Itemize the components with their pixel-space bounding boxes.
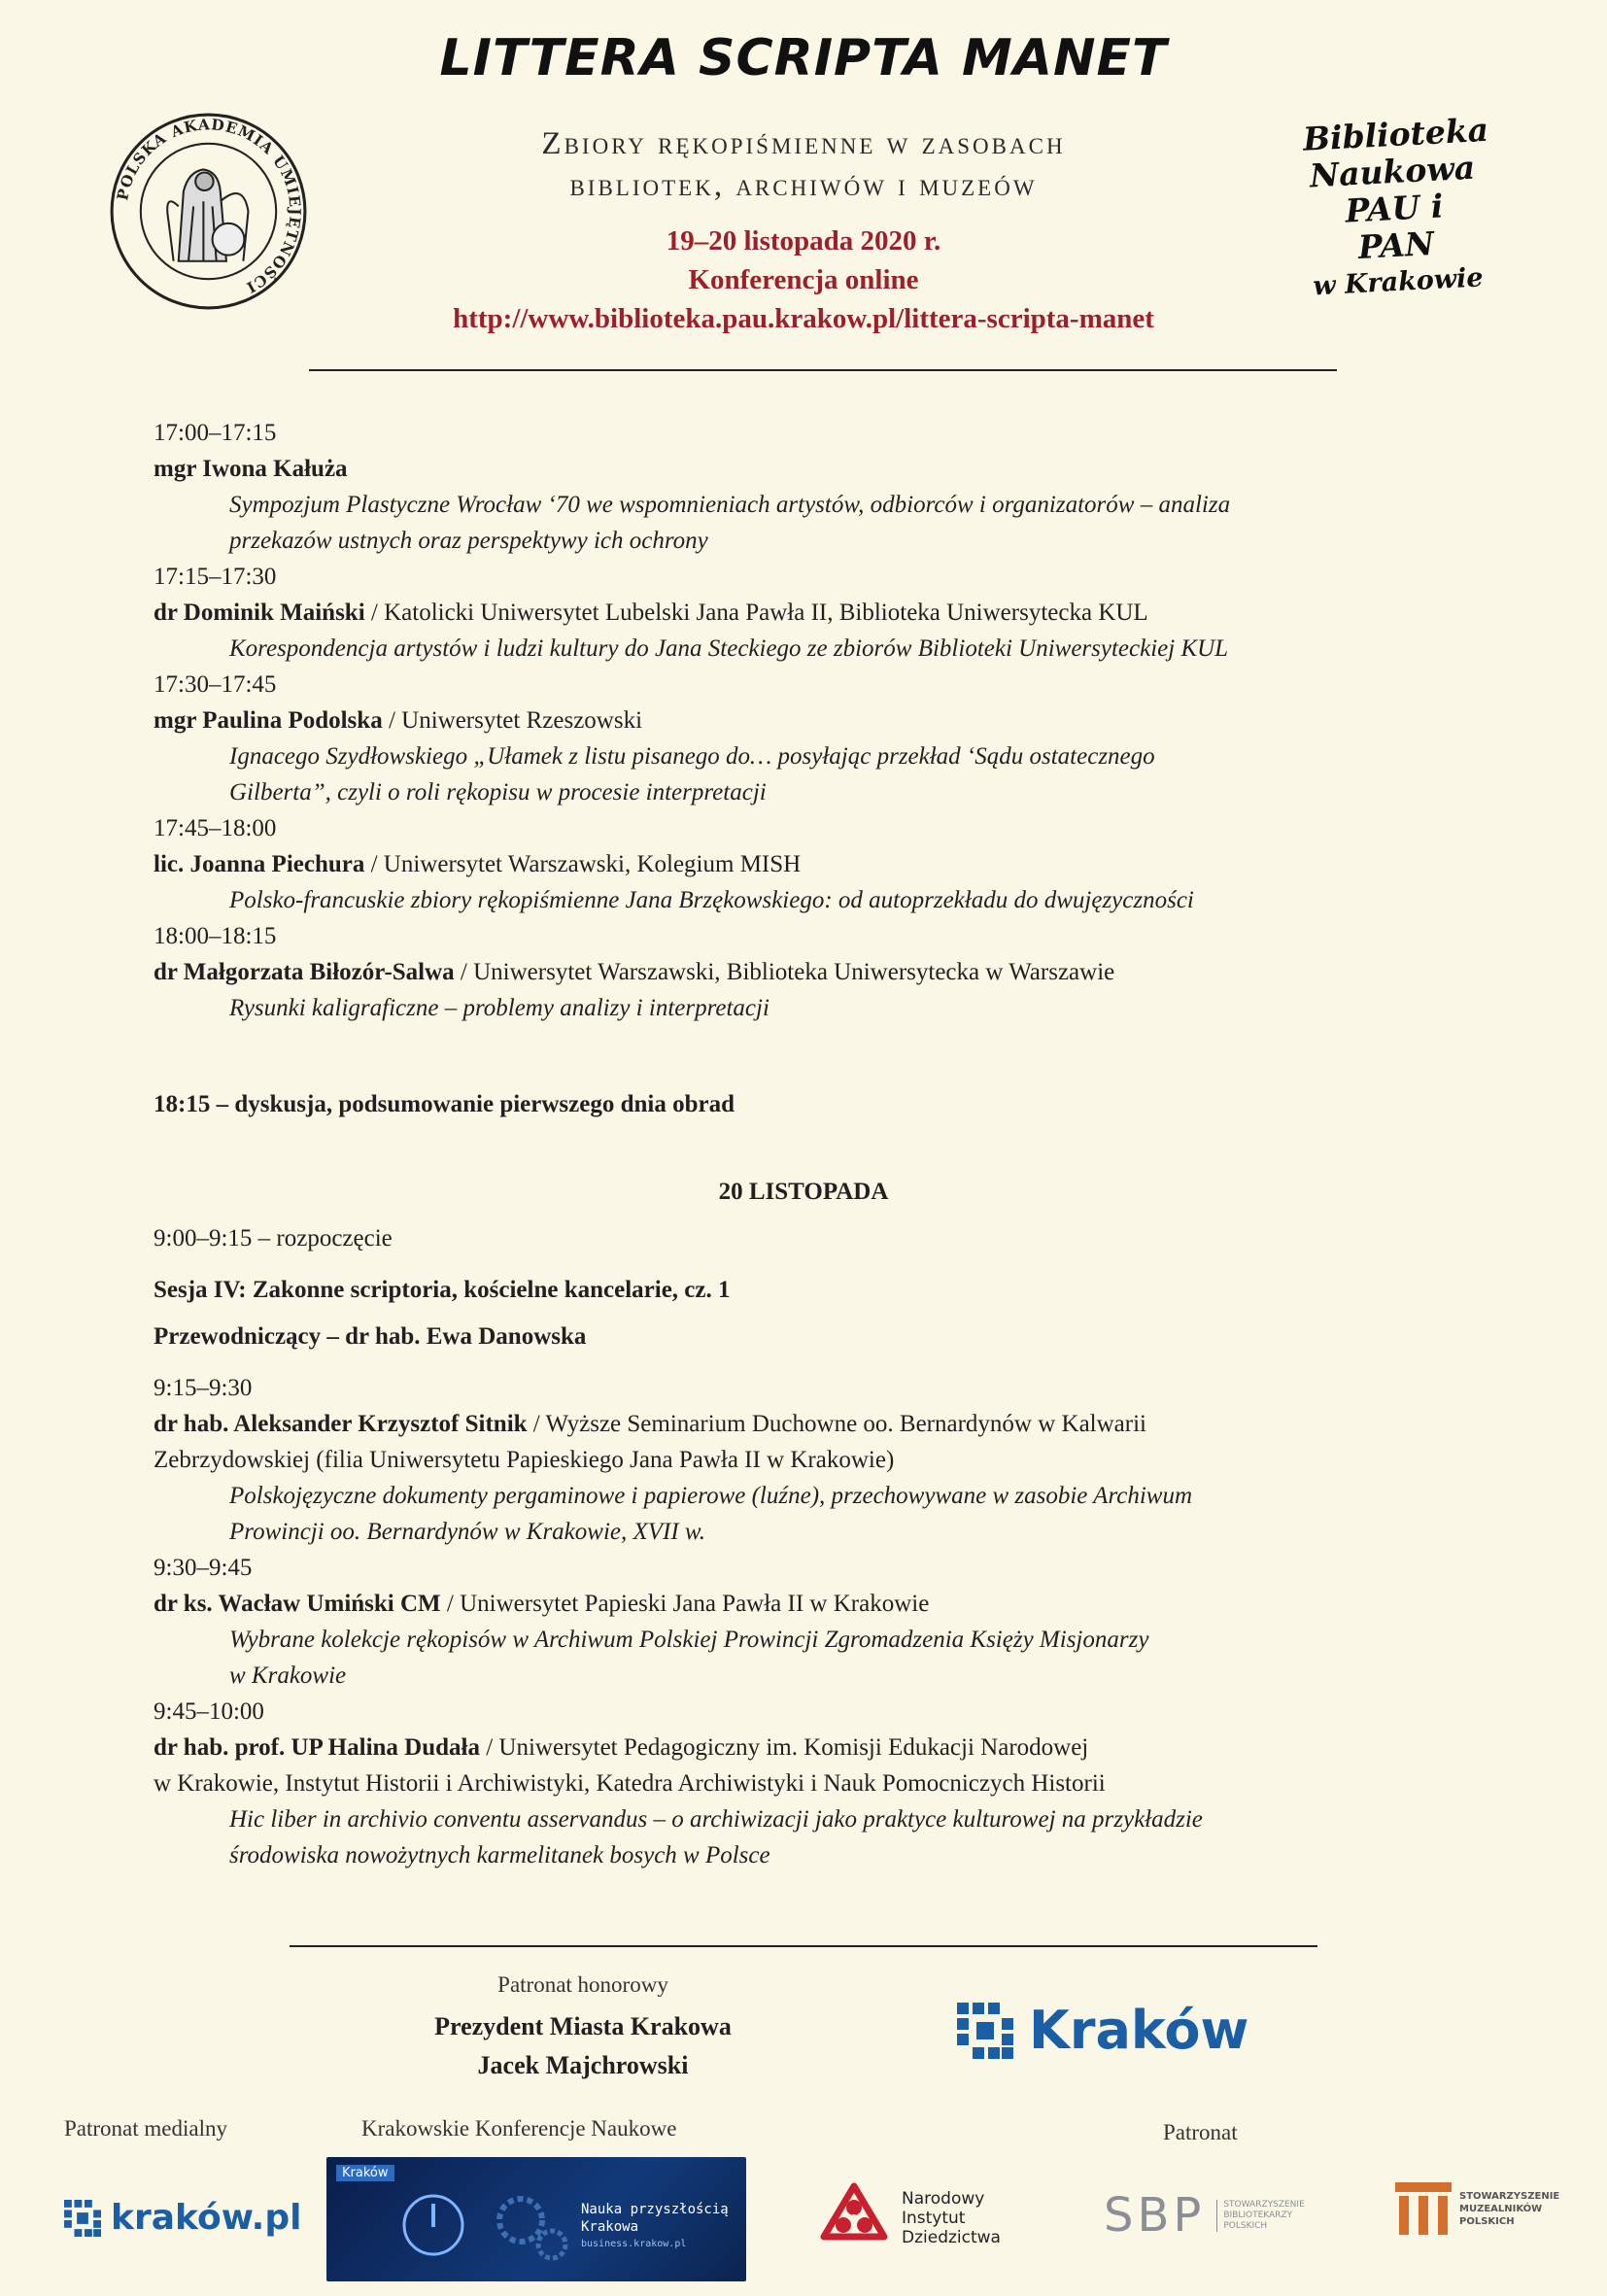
krakow-city-logo <box>957 2000 1248 2061</box>
talk-title: Prowincji oo. Bernardynów w Krakowie, XVII w. <box>229 1519 706 1545</box>
media-patronage-label: Patronat medialny <box>64 2116 227 2141</box>
talk-title: Korespondencja artystów i ludzi kultury do Jana Steckiego ze zbiorów Biblioteki Uniwersyteckiej KUL <box>229 635 1229 662</box>
smp-logo-line: STOWARZYSZENIE <box>1459 2190 1560 2202</box>
talk-speaker: lic. Joanna Piechura <box>154 851 365 877</box>
sbp-logo-letters: SBP <box>1104 2188 1206 2243</box>
conference-dates: 19–20 listopada 2020 r. <box>666 225 941 257</box>
krakow-pl-logo <box>64 2198 301 2238</box>
talk-speaker: dr Małgorzata Biłozór-Salwa <box>154 959 455 985</box>
talk-title: Wybrane kolekcje rękopisów w Archiwum Polskiej Prowincji Zgromadzenia Księży Misjonarzy <box>229 1627 1149 1653</box>
day2-opening: 9:00–9:15 – rozpoczęcie <box>154 1225 393 1251</box>
honorary-patron-name: Jacek Majchrowski <box>477 2051 689 2079</box>
talk-title: przekazów ustnych oraz perspektywy ich ochrony <box>229 528 708 554</box>
talk-item <box>154 1550 1203 1694</box>
sbp-logo-text <box>1216 2200 1304 2232</box>
talk-time: 17:30–17:45 <box>154 671 277 698</box>
nid-logo-line: Dziedzictwa <box>902 2228 1001 2247</box>
talk-item <box>154 1370 1203 1550</box>
talk-affiliation: / Uniwersytet Papieski Jana Pawła II w Krakowie <box>440 1591 930 1617</box>
kkn-label: Krakowskie Konferencje Naukowe <box>361 2116 677 2141</box>
talk-item <box>154 1694 1203 1873</box>
sbp-logo-line: BIBLIOTEKARZY <box>1223 2210 1293 2220</box>
library-logo-line: PAU i PAN <box>1344 187 1445 266</box>
kkn-banner-line1: Nauka przyszłością <box>581 2202 729 2217</box>
talk-affiliation: / Wyższe Seminarium Duchowne oo. Bernardynów w Kalwarii <box>527 1411 1146 1437</box>
talk-affiliation: / Uniwersytet Warszawski, Biblioteka Uniwersytecka w Warszawie <box>454 959 1115 985</box>
talk-title: Gilberta”, czyli o roli rękopisu w procesie interpretacji <box>229 779 767 805</box>
museum-columns-icon <box>1395 2182 1452 2235</box>
program-day1 <box>154 415 1230 1026</box>
krakow-grid-icon <box>957 2003 1013 2059</box>
nid-logo-line: Narodowy <box>902 2189 985 2209</box>
gears-icon <box>482 2176 579 2274</box>
talk-speaker: mgr Paulina Podolska <box>154 707 383 734</box>
talk-title: środowiska nowożytnych karmelitanek bosych w Polsce <box>229 1842 770 1868</box>
smp-logo <box>1395 2182 1559 2235</box>
nid-logo-line: Instytut <box>902 2209 966 2228</box>
header-divider <box>309 369 1337 371</box>
talk-affiliation: / Uniwersytet Pedagogiczny im. Komisji Edukacji Narodowej <box>479 1734 1089 1761</box>
krakow-grid-icon <box>64 2200 101 2237</box>
talk-item <box>154 559 1230 667</box>
smp-logo-text <box>1459 2190 1559 2228</box>
talk-title: Polsko-francuskie zbiory rękopiśmienne Jana Brzękowskiego: od autoprzekładu do dwujęzyczności <box>229 887 1194 913</box>
talk-title: Rysunki kaligraficzne – problemy analizy i interpretacji <box>229 995 769 1021</box>
krakow-logo-text: Kraków <box>1029 2000 1249 2061</box>
talk-affiliation: / Uniwersytet Rzeszowski <box>382 707 643 734</box>
kkn-banner-brand: Kraków <box>336 2165 394 2181</box>
session-chair: Przewodniczący – dr hab. Ewa Danowska <box>154 1323 587 1350</box>
talk-time: 9:15–9:30 <box>154 1375 253 1401</box>
patronage-label: Patronat <box>1163 2120 1238 2144</box>
kkn-banner-line2: Krakowa <box>581 2219 639 2235</box>
smp-logo-line: MUZEALNIKÓW <box>1459 2203 1543 2214</box>
honorary-patronage-label: Patronat honorowy <box>497 1972 668 1997</box>
sbp-logo-line: STOWARZYSZENIE <box>1223 2199 1305 2210</box>
library-logo <box>1302 112 1487 305</box>
talk-speaker: mgr Iwona Kałuża <box>154 456 348 482</box>
talk-speaker: dr hab. prof. UP Halina Dudała <box>154 1734 480 1761</box>
talk-time: 17:00–17:15 <box>154 420 277 446</box>
smp-logo-line: POLSKICH <box>1459 2215 1515 2227</box>
talk-title: Ignacego Szydłowskiego „Ułamek z listu pisanego do… posyłając przekład ‘Sądu ostatecznego <box>229 743 1155 770</box>
krakow-pl-text: kraków.pl <box>111 2198 302 2238</box>
talk-item <box>154 415 1230 559</box>
talk-speaker: dr ks. Wacław Umiński CM <box>154 1591 441 1617</box>
library-logo-line: Biblioteka <box>1302 110 1489 158</box>
talk-time: 18:00–18:15 <box>154 923 277 949</box>
power-icon <box>394 2186 472 2264</box>
nid-emblem-icon <box>818 2182 890 2254</box>
conference-title: LITTERA SCRIPTA MANET <box>439 29 1168 87</box>
day2-heading: 20 LISTOPADA <box>718 1179 889 1205</box>
talk-affiliation: / Katolicki Uniwersytet Lubelski Jana Pawła II, Biblioteka Uniwersytecka KUL <box>364 600 1148 626</box>
subtitle-line-1: Zbiory rękopiśmienne w zasobach <box>541 126 1066 161</box>
seal-text: POLSKA AKADEMIA UMIEJĘTNOŚCI <box>114 116 304 297</box>
talk-title: w Krakowie <box>229 1662 347 1689</box>
sbp-logo-line: POLSKICH <box>1223 2220 1268 2231</box>
library-logo-line: w Krakowie <box>1312 262 1485 302</box>
session-title: Sesja IV: Zakonne scriptoria, kościelne kancelarie, cz. 1 <box>154 1277 731 1303</box>
program-day2 <box>154 1370 1203 1873</box>
talk-title: Polskojęzyczne dokumenty pergaminowe i papierowe (luźne), przechowywane w zasobie Archiwum <box>229 1483 1193 1509</box>
talk-title: Sympozjum Plastyczne Wrocław ‘70 we wspomnieniach artystów, odbiorców i organizatorów – analiza <box>229 492 1231 518</box>
talk-item <box>154 667 1230 810</box>
library-logo-line: Naukowa <box>1308 148 1476 195</box>
talk-item <box>154 918 1230 1026</box>
talk-affiliation: / Uniwersytet Warszawski, Kolegium MISH <box>364 851 802 877</box>
nid-logo <box>818 2182 1001 2254</box>
kkn-banner-url: business.krakow.pl <box>581 2239 687 2249</box>
conference-mode: Konferencja online <box>688 264 919 295</box>
kkn-banner <box>326 2157 746 2281</box>
talk-time: 17:15–17:30 <box>154 564 277 590</box>
talk-affiliation-cont: w Krakowie, Instytut Historii i Archiwistyki, Katedra Archiwistyki i Nauk Pomocniczych Historii <box>154 1770 1106 1797</box>
talk-speaker: dr hab. Aleksander Krzysztof Sitnik <box>154 1411 528 1437</box>
sbp-logo <box>1104 2188 1305 2243</box>
pau-seal-logo <box>109 112 308 311</box>
talk-time: 9:45–10:00 <box>154 1698 264 1725</box>
conference-subtitle <box>330 123 1277 207</box>
talk-time: 9:30–9:45 <box>154 1555 253 1581</box>
talk-speaker: dr Dominik Maiński <box>154 600 365 626</box>
talk-item <box>154 810 1230 918</box>
footer-divider <box>290 1945 1317 1947</box>
talk-title: Hic liber in archivio conventu asservandus – o archiwizacji jako praktyce kulturowej na przykładzie <box>229 1806 1203 1833</box>
talk-time: 17:45–18:00 <box>154 815 277 841</box>
discussion-line: 18:15 – dyskusja, podsumowanie pierwszego dnia obrad <box>154 1091 735 1117</box>
honorary-patron-title: Prezydent Miasta Krakowa <box>434 2012 732 2040</box>
subtitle-line-2: bibliotek, archiwów i muzeów <box>569 168 1038 203</box>
conference-url[interactable]: http://www.biblioteka.pau.krakow.pl/littera-scripta-manet <box>453 303 1154 334</box>
nid-logo-text <box>902 2189 1001 2247</box>
talk-affiliation-cont: Zebrzydowskiej (filia Uniwersytetu Papieskiego Jana Pawła II w Krakowie) <box>154 1447 895 1473</box>
